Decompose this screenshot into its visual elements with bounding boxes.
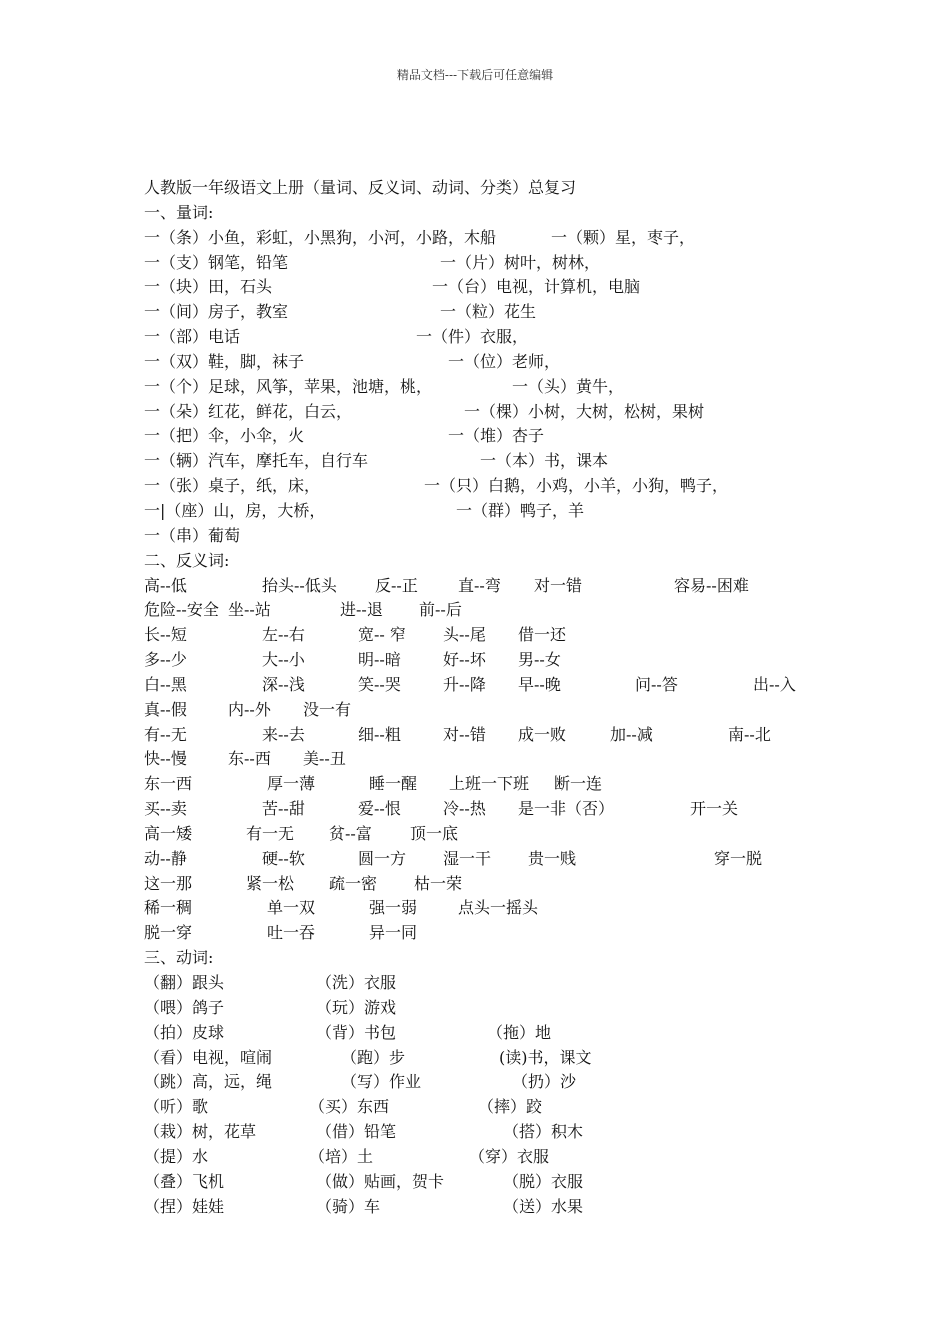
entry-item: （看）电视，喧闹 [144,1047,273,1067]
entry-item: （提）水 [144,1146,209,1166]
entry-row [144,574,924,599]
entry-item: 圆一方 [358,848,407,868]
entry-item: 一（本）书，课本 [480,451,609,471]
section-heading: 三、动词: [144,948,214,968]
entry-item: 白--黑 [144,674,187,694]
entry-item: 大--小 [262,650,305,670]
entry-item: 一（部）电话 [144,327,241,347]
entry-item: 吐一吞 [267,923,316,943]
entry-item: 一（只）白鹅，小鸡，小羊，小狗，鸭子， [424,476,729,496]
entry-item: 厚一薄 [267,774,316,794]
entry-item: 单一双 [267,898,316,918]
entry-item: （叠）飞机 [144,1171,225,1191]
entry-item: 顶一底 [410,823,459,843]
sections-container [144,201,924,1220]
section-measure-words [144,201,924,549]
entry-item: （骑）车 [316,1196,381,1216]
entry-item: 男--女 [518,650,561,670]
entry-item: （翻）跟头 [144,973,225,992]
entry-row [144,1070,924,1095]
entry-item: 这一那 [144,873,193,893]
entry-item: 一（位）老师， [448,351,561,371]
entry-item: 一|（座）山，房，大桥， [144,500,326,520]
section-heading: 一、量词: [144,202,214,222]
entry-item: 反--正 [375,575,418,595]
entry-row [144,698,924,723]
entry-row [144,400,924,425]
entry-item: 抬头--低头 [262,575,337,595]
entry-item: （培）土 [309,1146,374,1166]
entry-item: 左--右 [262,625,305,645]
entry-item: 是一非（否） [518,799,615,819]
entry-item: 强一弱 [369,898,418,918]
entry-row [144,350,924,375]
entry-item: 一（堆）杏子 [448,426,545,446]
entry-item: 美--丑 [303,749,346,769]
entry-row [144,822,924,847]
entry-row [144,1170,924,1195]
entry-item: 细--粗 [358,724,401,744]
entry-item: 真--假 [144,699,187,719]
entry-row [144,747,924,772]
entry-row [144,275,924,300]
entry-item: 爱--恨 [358,799,401,819]
entry-item: 一（把）伞，小伞，火 [144,426,305,446]
entry-item: 好--坏 [443,650,486,670]
document-title: 人教版一年级语文上册（量词、反义词、动词、分类）总复习 [144,178,577,197]
entry-item: 危险--安全 [144,600,219,620]
section-heading: 二、反义词: [144,550,230,570]
entry-item: 一（群）鸭子，羊 [456,500,585,520]
entry-row [144,449,924,474]
entry-item: 一（朵）红花，鲜花，白云， [144,401,353,421]
entry-row [144,300,924,325]
entry-item: 一（颗）星，枣子， [551,227,696,247]
entry-item: 稀一稠 [144,898,193,918]
entry-row [144,325,924,350]
entry-row [144,723,924,748]
entry-row [144,971,924,996]
entry-item: 对--错 [443,724,486,744]
entry-item: （摔）跤 [478,1097,543,1117]
entry-item: 冷--热 [443,799,486,819]
entry-row [144,673,924,698]
entry-item: 内--外 [228,699,271,719]
entry-row [144,1195,924,1220]
entry-row [144,1145,924,1170]
entry-item: 出--入 [753,674,796,694]
entry-item: 东--西 [228,749,271,769]
entry-row [144,847,924,872]
entry-row [144,598,924,623]
entry-item: 进--退 [340,600,383,620]
entry-item: 一（张）桌子，纸，床， [144,476,321,496]
entry-row [144,772,924,797]
entry-item: 贵一贱 [528,848,577,868]
entry-row [144,524,924,549]
entry-item: 一（棵）小树，大树，松树，果树 [464,401,705,421]
entry-item: 开一关 [690,799,739,819]
entry-item: 早--晚 [518,674,561,694]
entry-item: 一（辆）汽车，摩托车，自行车 [144,451,369,471]
entry-item: 笑--哭 [358,674,401,694]
entry-item: 来--去 [262,724,305,744]
entry-item: （玩）游戏 [316,997,397,1017]
entry-item: 长--短 [144,625,187,645]
entry-item: 头--尾 [443,625,486,645]
entry-item: （拍）皮球 [144,1022,225,1042]
entry-item: 硬--软 [262,848,305,868]
entry-item: 有一无 [246,823,295,843]
entry-row [144,424,924,449]
entry-item: 一（头）黄牛， [512,376,625,396]
entry-item: （跳）高，远，绳 [144,1072,273,1092]
entry-row [144,1120,924,1145]
entry-item: 明--暗 [358,650,401,670]
entry-item: 南--北 [728,724,771,744]
entry-item: （捏）娃娃 [144,1196,225,1216]
entry-item: （借）铅笔 [316,1122,397,1142]
page-header: 精品文档---下载后可任意编辑 [396,68,554,82]
entry-item: 宽-- 窄 [358,625,406,645]
entry-item: （穿）衣服 [469,1146,550,1166]
entry-item: 有--无 [144,724,187,744]
entry-item: （栽）树，花草 [144,1122,257,1142]
entry-item: （听）歌 [144,1097,209,1117]
entry-item: 一（串）葡萄 [144,525,241,545]
entry-row [144,896,924,921]
entry-item: 动--静 [144,848,187,868]
section-antonyms [144,549,924,947]
entry-item: 买--卖 [144,799,187,819]
entry-item: 一（片）树叶，树林， [440,252,601,272]
entry-item: 上班一下班 [449,774,530,794]
entry-item: 借一还 [518,625,567,645]
entry-item: 贫--富 [329,823,372,843]
entry-row [144,1046,924,1071]
entry-item: （喂）鸽子 [144,997,225,1017]
entry-row [144,648,924,673]
entry-item: 没一有 [303,699,352,719]
entry-item: 一（块）田，石头 [144,277,273,297]
entry-item: 一（粒）花生 [440,302,537,322]
entry-item: （买）东西 [309,1097,390,1117]
entry-item: （拖）地 [487,1022,552,1042]
entry-item: 点头一摇头 [458,898,539,918]
entry-item: 一（条）小鱼，彩虹，小黑狗，小河，小路，木船 [144,227,497,247]
entry-item: 直--弯 [458,575,501,595]
entry-item: 一（件）衣服， [416,327,529,347]
entry-row [144,474,924,499]
entry-item: 快--慢 [144,749,187,769]
entry-row [144,251,924,276]
entry-item: 一（个）足球，风筝，苹果，池塘，桃， [144,376,433,396]
entry-row [144,375,924,400]
entry-item: 紧一松 [246,873,295,893]
entry-item: 断一连 [554,774,603,794]
entry-item: 坐--站 [228,600,271,620]
section-verbs [144,946,924,1219]
entry-item: 对一错 [534,575,583,595]
entry-item: 疏一密 [329,873,378,893]
entry-item: （送）水果 [503,1196,584,1216]
entry-item: 苦--甜 [262,799,305,819]
entry-item: 一（间）房子，教室 [144,302,289,322]
entry-item: 前--后 [419,600,462,620]
entry-item: （洗）衣服 [316,973,397,992]
entry-item: (读)书，课文 [499,1047,592,1067]
entry-item: 多--少 [144,650,187,670]
entry-item: （脱）衣服 [503,1171,584,1191]
entry-item: 东一西 [144,774,193,794]
entry-row [144,226,924,251]
entry-item: 一（台）电视，计算机，电脑 [432,277,641,297]
entry-item: 一（支）钢笔，铅笔 [144,252,289,272]
entry-item: （扔）沙 [512,1072,577,1092]
entry-item: （背）书包 [316,1022,397,1042]
entry-item: （搭）积木 [503,1122,584,1142]
entry-item: 湿一干 [443,848,492,868]
entry-item: （写）作业 [341,1072,422,1092]
entry-item: 高一矮 [144,823,193,843]
entry-row [144,1095,924,1120]
entry-row [144,872,924,897]
entry-row [144,996,924,1021]
entry-item: （做）贴画，贺卡 [316,1171,445,1191]
entry-row [144,623,924,648]
entry-item: 穿一脱 [714,848,763,868]
entry-row [144,499,924,524]
entry-item: 睡一醒 [369,774,418,794]
entry-item: 异一同 [369,923,418,943]
entry-item: 升--降 [443,674,486,694]
entry-item: 枯一荣 [414,873,463,893]
entry-item: 一（双）鞋，脚，袜子 [144,351,305,371]
entry-item: 加--减 [610,724,653,744]
entry-item: 问--答 [635,674,678,694]
entry-item: 容易--困难 [674,575,749,595]
entry-row [144,1021,924,1046]
entry-item: 深--浅 [262,674,305,694]
entry-row [144,797,924,822]
entry-row [144,921,924,946]
entry-item: （跑）步 [341,1047,406,1067]
entry-item: 成一败 [518,724,567,744]
entry-item: 脱一穿 [144,923,193,943]
entry-item: 高--低 [144,575,187,595]
document-body [144,176,924,1219]
